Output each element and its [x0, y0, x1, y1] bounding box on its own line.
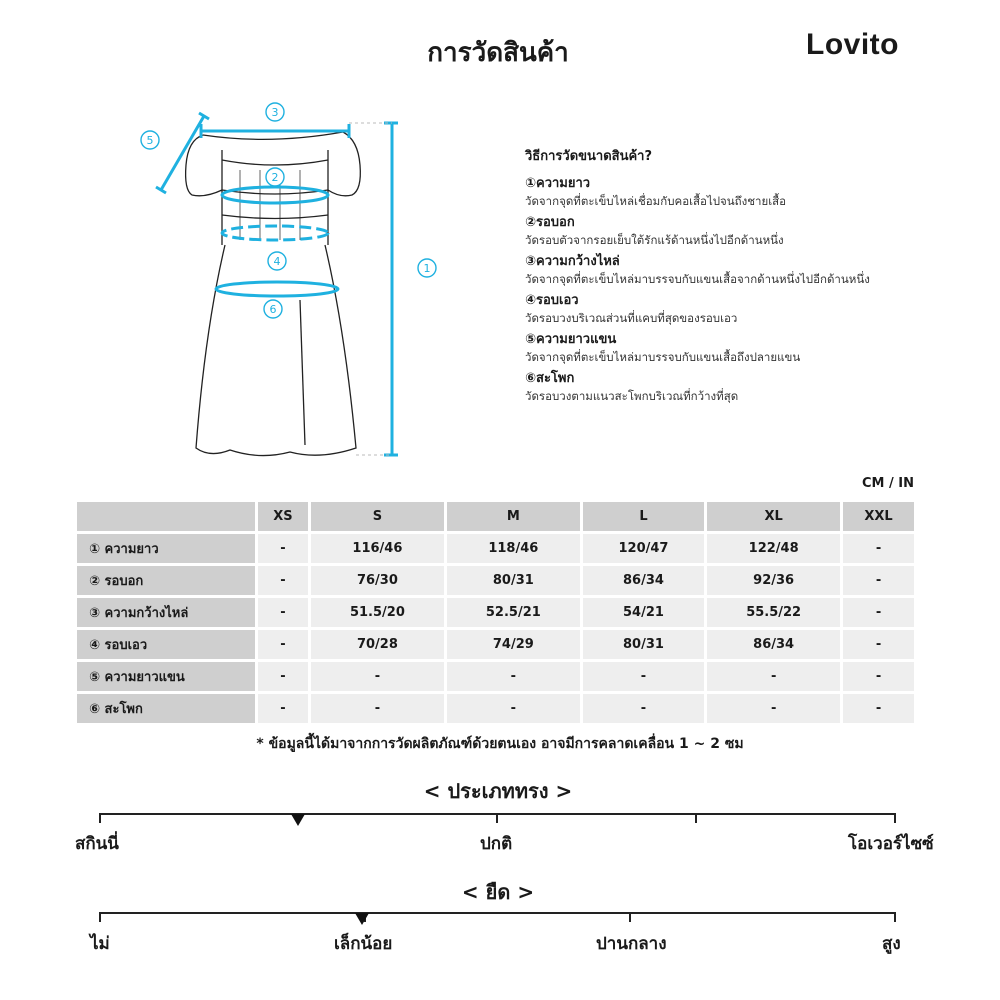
fit-label-skinny: สกินนี่	[75, 834, 119, 854]
stretch-label-medium: ปานกลาง	[596, 934, 667, 954]
table-cell: 74/29	[447, 630, 580, 659]
scale-tick	[894, 912, 896, 922]
table-cell: 116/46	[311, 534, 444, 563]
hip-ellipse	[216, 282, 338, 296]
sleeve-line	[161, 116, 204, 190]
row-label: ③ ความกว้างไหล่	[77, 598, 255, 627]
table-cell: -	[311, 694, 444, 723]
guide-item-desc: วัดรอบตัวจากรอยเย็บใต้รักแร้ด้านหนึ่งไปอีกด้านหนึ่ง	[525, 233, 784, 247]
row-label: ① ความยาว	[77, 534, 255, 563]
table-cell: -	[843, 566, 914, 595]
fit-scale-title: < ประเภททรง >	[423, 779, 573, 803]
guide-item-name: ⑤ความยาวแขน	[525, 332, 617, 347]
table-cell: 52.5/21	[447, 598, 580, 627]
table-cell: -	[447, 662, 580, 691]
stretch-scale-line	[99, 912, 896, 914]
row-label: ② รอบอก	[77, 566, 255, 595]
table-cell: -	[707, 662, 840, 691]
num-sleeve: 5	[146, 134, 154, 147]
guide-item-name: ④รอบเอว	[525, 293, 579, 308]
guide-item	[525, 213, 985, 249]
unit-label: CM / IN	[862, 476, 914, 491]
table-row	[77, 630, 914, 659]
dress-diagram	[130, 95, 440, 465]
size-header: L	[583, 502, 704, 531]
table-cell: -	[843, 694, 914, 723]
table-cell: -	[258, 630, 308, 659]
table-cell: -	[258, 598, 308, 627]
guide-item-name: ①ความยาว	[525, 176, 591, 191]
num-shoulder: 3	[271, 106, 279, 119]
num-hip: 6	[269, 303, 277, 316]
table-cell: -	[583, 694, 704, 723]
table-cell: 54/21	[583, 598, 704, 627]
table-corner	[77, 502, 255, 531]
table-cell: 55.5/22	[707, 598, 840, 627]
guide-item-name: ⑥สะโพก	[525, 371, 575, 386]
measurement-note: * ข้อมูลนี้ได้มาจากการวัดผลิตภัณฑ์ด้วยตนเอง อาจมีการคลาดเคลื่อน 1 ~ 2 ซม	[256, 736, 744, 752]
table-cell: -	[258, 662, 308, 691]
size-header: XL	[707, 502, 840, 531]
scale-tick	[894, 813, 896, 823]
table-cell: -	[583, 662, 704, 691]
num-waist: 4	[273, 255, 281, 268]
scale-tick	[695, 813, 697, 823]
scale-tick	[496, 813, 498, 823]
table-cell: -	[258, 694, 308, 723]
table-cell: 86/34	[583, 566, 704, 595]
table-row	[77, 662, 914, 691]
size-header: M	[447, 502, 580, 531]
guide-item-name: ②รอบอก	[525, 215, 575, 230]
table-row	[77, 534, 914, 563]
table-cell: 92/36	[707, 566, 840, 595]
table-row	[77, 566, 914, 595]
table-cell: -	[447, 694, 580, 723]
row-label: ⑤ ความยาวแขน	[77, 662, 255, 691]
guide-item-desc: วัดรอบวงตามแนวสะโพกบริเวณที่กว้างที่สุด	[525, 389, 739, 403]
num-bust: 2	[271, 171, 279, 184]
table-cell: -	[843, 662, 914, 691]
guide-item	[525, 252, 985, 288]
row-label: ⑥ สะโพก	[77, 694, 255, 723]
table-cell: 122/48	[707, 534, 840, 563]
stretch-label-slight: เล็กน้อย	[334, 934, 393, 954]
stretch-label-none: ไม่	[90, 934, 110, 954]
scale-tick	[629, 912, 631, 922]
table-cell: 70/28	[311, 630, 444, 659]
guide-item	[525, 291, 985, 327]
guide-item-desc: วัดจากจุดที่ตะเข็บไหล่มาบรรจบกับแขนเสื้อถึงปลายแขน	[525, 350, 801, 364]
guide-item-desc: วัดรอบวงบริเวณส่วนที่แคบที่สุดของรอบเอว	[525, 311, 738, 325]
size-table	[74, 499, 917, 726]
stretch-label-high: สูง	[882, 934, 901, 954]
measure-guides	[156, 113, 398, 455]
stretch-scale-title: < ยืด >	[461, 880, 535, 904]
table-row	[77, 694, 914, 723]
table-cell: 80/31	[447, 566, 580, 595]
table-row	[77, 598, 914, 627]
stretch-marker-icon	[355, 913, 369, 925]
guide-item	[525, 369, 985, 405]
table-cell: -	[843, 534, 914, 563]
fit-label-oversize: โอเวอร์ไซซ์	[848, 834, 934, 854]
guide-heading: วิธีการวัดขนาดสินค้า?	[525, 149, 653, 164]
table-cell: 118/46	[447, 534, 580, 563]
size-header: XXL	[843, 502, 914, 531]
table-cell: 80/31	[583, 630, 704, 659]
table-cell: -	[258, 566, 308, 595]
size-header: S	[311, 502, 444, 531]
fit-marker-icon	[291, 814, 305, 826]
guide-item-desc: วัดจากจุดที่ตะเข็บไหล่มาบรรจบกับแขนเสื้อจากด้านหนึ่งไปอีกด้านหนึ่ง	[525, 272, 870, 286]
scale-tick	[99, 813, 101, 823]
table-cell: -	[843, 598, 914, 627]
table-cell: -	[843, 630, 914, 659]
waist-ellipse	[222, 226, 328, 240]
fit-label-regular: ปกติ	[480, 834, 513, 854]
guide-item	[525, 330, 985, 366]
guide-item-name: ③ความกว้างไหล่	[525, 254, 620, 269]
bust-ellipse	[222, 187, 328, 203]
table-cell: 120/47	[583, 534, 704, 563]
size-header: XS	[258, 502, 308, 531]
table-cell: -	[258, 534, 308, 563]
guide-item-desc: วัดจากจุดที่ตะเข็บไหล่เชื่อมกับคอเสื้อไปจนถึงชายเสื้อ	[525, 194, 787, 208]
scale-tick	[99, 912, 101, 922]
table-cell: 86/34	[707, 630, 840, 659]
row-label: ④ รอบเอว	[77, 630, 255, 659]
table-cell: 76/30	[311, 566, 444, 595]
brand-logo: Lovito	[806, 28, 899, 61]
guide-item	[525, 174, 985, 210]
fit-scale-line	[99, 813, 896, 815]
num-length: 1	[423, 262, 431, 275]
page-title: การวัดสินค้า	[427, 38, 569, 68]
measurement-guide	[525, 145, 985, 408]
table-header-row	[77, 502, 914, 531]
table-cell: 51.5/20	[311, 598, 444, 627]
table-cell: -	[707, 694, 840, 723]
table-cell: -	[311, 662, 444, 691]
